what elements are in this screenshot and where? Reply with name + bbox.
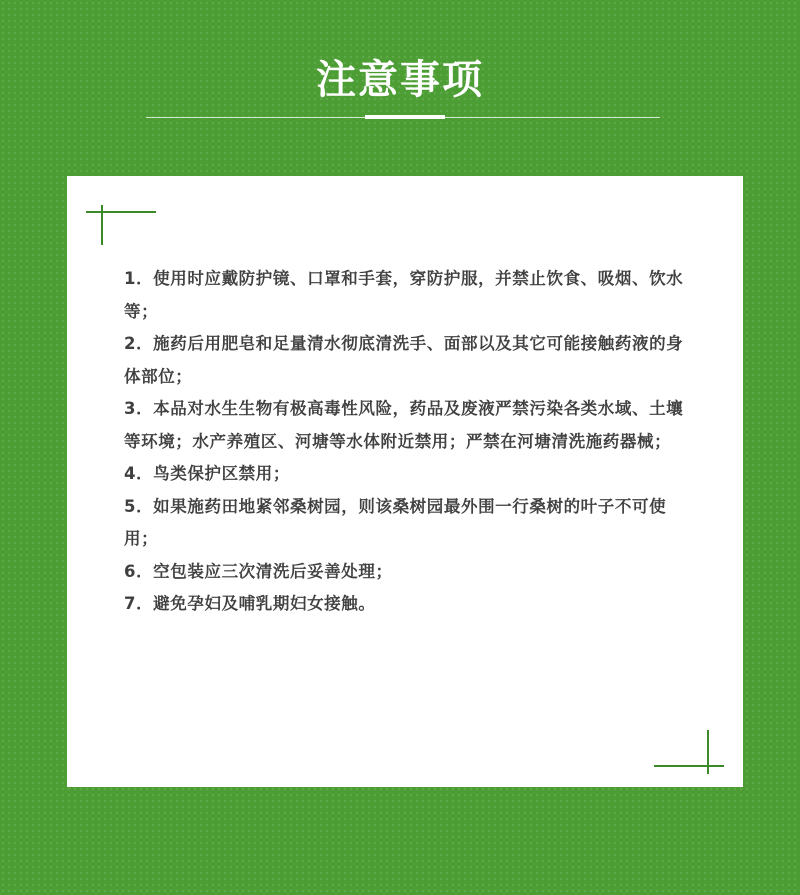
note-item: 4．鸟类保护区禁用； [124, 464, 290, 483]
note-item: 6．空包装应三次清洗后妥善处理； [124, 561, 393, 581]
note-item: 1．使用时应戴防护镜、口罩和手套，穿防护服，并禁止饮食、吸烟、饮水等； [124, 269, 684, 321]
note-item: 2．施药后用肥皂和足量清水彻底清洗手、面部以及其它可能接触药液的身体部位； [124, 334, 684, 386]
title-divider-accent [365, 115, 445, 119]
corner-mark-top-left-vertical [101, 205, 103, 245]
corner-mark-top-left-horizontal [86, 211, 156, 213]
page-title: 注意事项 [316, 57, 484, 103]
corner-mark-bottom-right-vertical [707, 730, 709, 774]
note-item: 7．避免孕妇及哺乳期妇女接触。 [124, 594, 376, 613]
note-item: 5．如果施药田地紧邻桑树园，则该桑树园最外围一行桑树的叶子不可使用； [124, 496, 667, 548]
notes-list [124, 263, 699, 621]
note-item: 3．本品对水生生物有极高毒性风险，药品及废液严禁污染各类水域、土壤等环境；水产养殖区、河塘等水体附近禁用；严禁在河塘清洗施药器械； [124, 399, 684, 451]
corner-mark-bottom-right-horizontal [654, 765, 724, 767]
notes-card [67, 176, 743, 787]
